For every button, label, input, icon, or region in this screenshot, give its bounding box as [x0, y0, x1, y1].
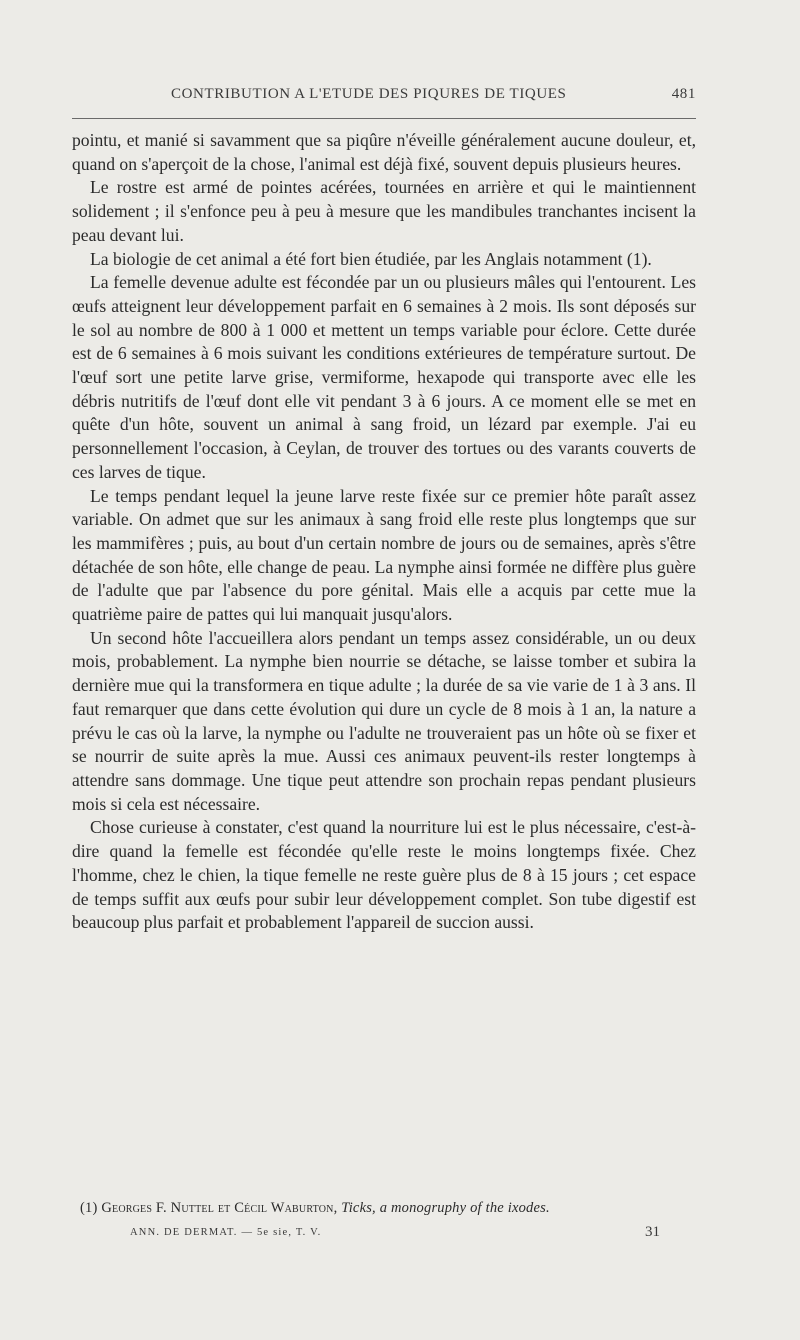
footnote — [80, 1200, 700, 1217]
paragraph-rostre: Le rostre est armé de pointes acérées, tournées en arrière et qui le maintiennent solidement ; il s'enfonce peu à peu à mesure que les mandibules tranchantes incisent la peau devant lui. — [72, 177, 696, 245]
paragraph-larve: Le temps pendant lequel la jeune larve reste fixée sur ce premier hôte paraît assez variable. On admet que sur les animaux à sang froid elle reste plus longtemps que sur les mammifères ; puis, au bout d'un certain nombre de jours ou de semaines, après s'être détachée de son hôte, elle change de peau. La nymphe ainsi formée ne diffère plus guère de l'adulte que par l'absence du pore génital. Mais elle a acquis par cette mue la quatrième paire de pattes qui lui manquait jusqu'alors. — [72, 485, 696, 625]
paragraph-chose-curieuse: Chose curieuse à constater, c'est quand la nourriture lui est le plus nécessaire, c'est-à-dire quand la femelle est fécondée qu'elle reste le moins longtemps fixée. Chez l'homme, chez le chien, la tique femelle ne reste guère plus de 8 à 15 jours ; cet espace de temps suffit aux œufs pour subir leur développement complet. Son tube digestif est beaucoup plus parfait et probablement l'appareil de succion aussi. — [72, 817, 696, 933]
header-rule — [72, 118, 696, 119]
signature-journal: ANN. DE DERMAT. — 5e sie, T. V. — [130, 1227, 322, 1238]
signature-number: 31 — [645, 1224, 660, 1240]
paragraph-second-hote: Un second hôte l'accueillera alors pendant un temps assez considérable, un ou deux mois, probablement. La nymphe bien nourrie se détache, se laisse tomber et subira la dernière mue qui la transformera en tique adulte ; la durée de sa vie varie de 1 à 3 ans. Il faut remarquer que dans cette évolution qui dure un cycle de 8 mois à 1 an, la nature a prévu le cas où la larve, la nymphe ou l'adulte ne trouveraient pas un hôte où se fixer et se nourrir de suite après la mue. Aussi ces animaux peuvent-ils rester longtemps à attendre sans dommage. Une tique peut attendre son prochain repas pendant plusieurs mois si cela est nécessaire. — [72, 627, 696, 814]
paragraph-continuation: pointu, et manié si savamment que sa piqûre n'éveille généralement aucune douleur, et, quand on s'aperçoit de la chose, l'animal est déjà fixé, souvent depuis plusieurs heures. — [72, 130, 696, 174]
paragraph-biologie: La biologie de cet animal a été fort bien étudiée, par les Anglais notamment (1). — [90, 248, 652, 269]
footnote-work: Ticks, a monogruphy of the ixodes. — [341, 1200, 550, 1216]
paragraph-femelle: La femelle devenue adulte est fécondée par un ou plusieurs mâles qui l'entourent. Les œufs atteignent leur développement parfait en 6 semaines à 2 mois. Ils sont déposés sur le sol au nombre de 800 à 1 000 et mettent un temps variable pour éclore. Cette durée est de 6 semaines à 6 mois suivant les conditions extérieures de température surtout. De l'œuf sort une petite larve grise, vermiforme, hexapode qui transporte avec elle les débris nutritifs de l'œuf dont elle vit pendant 3 à 6 jours. A ce moment elle se met en quête d'un hôte, souvent un animal à sang froid, un lézard par exemple. J'ai eu personnellement l'occasion, à Ceylan, de trouver des tortues ou des varants couverts de ces larves de tique. — [72, 272, 696, 482]
running-head — [70, 86, 702, 110]
running-title: CONTRIBUTION A L'ETUDE DES PIQURES DE TIQUES — [171, 86, 567, 102]
page-number: 481 — [671, 86, 696, 102]
footnote-marker: (1) — [80, 1200, 98, 1216]
body-text — [72, 129, 696, 935]
footnote-authors: Georges F. Nuttel et Cécil Waburton, — [101, 1200, 338, 1216]
